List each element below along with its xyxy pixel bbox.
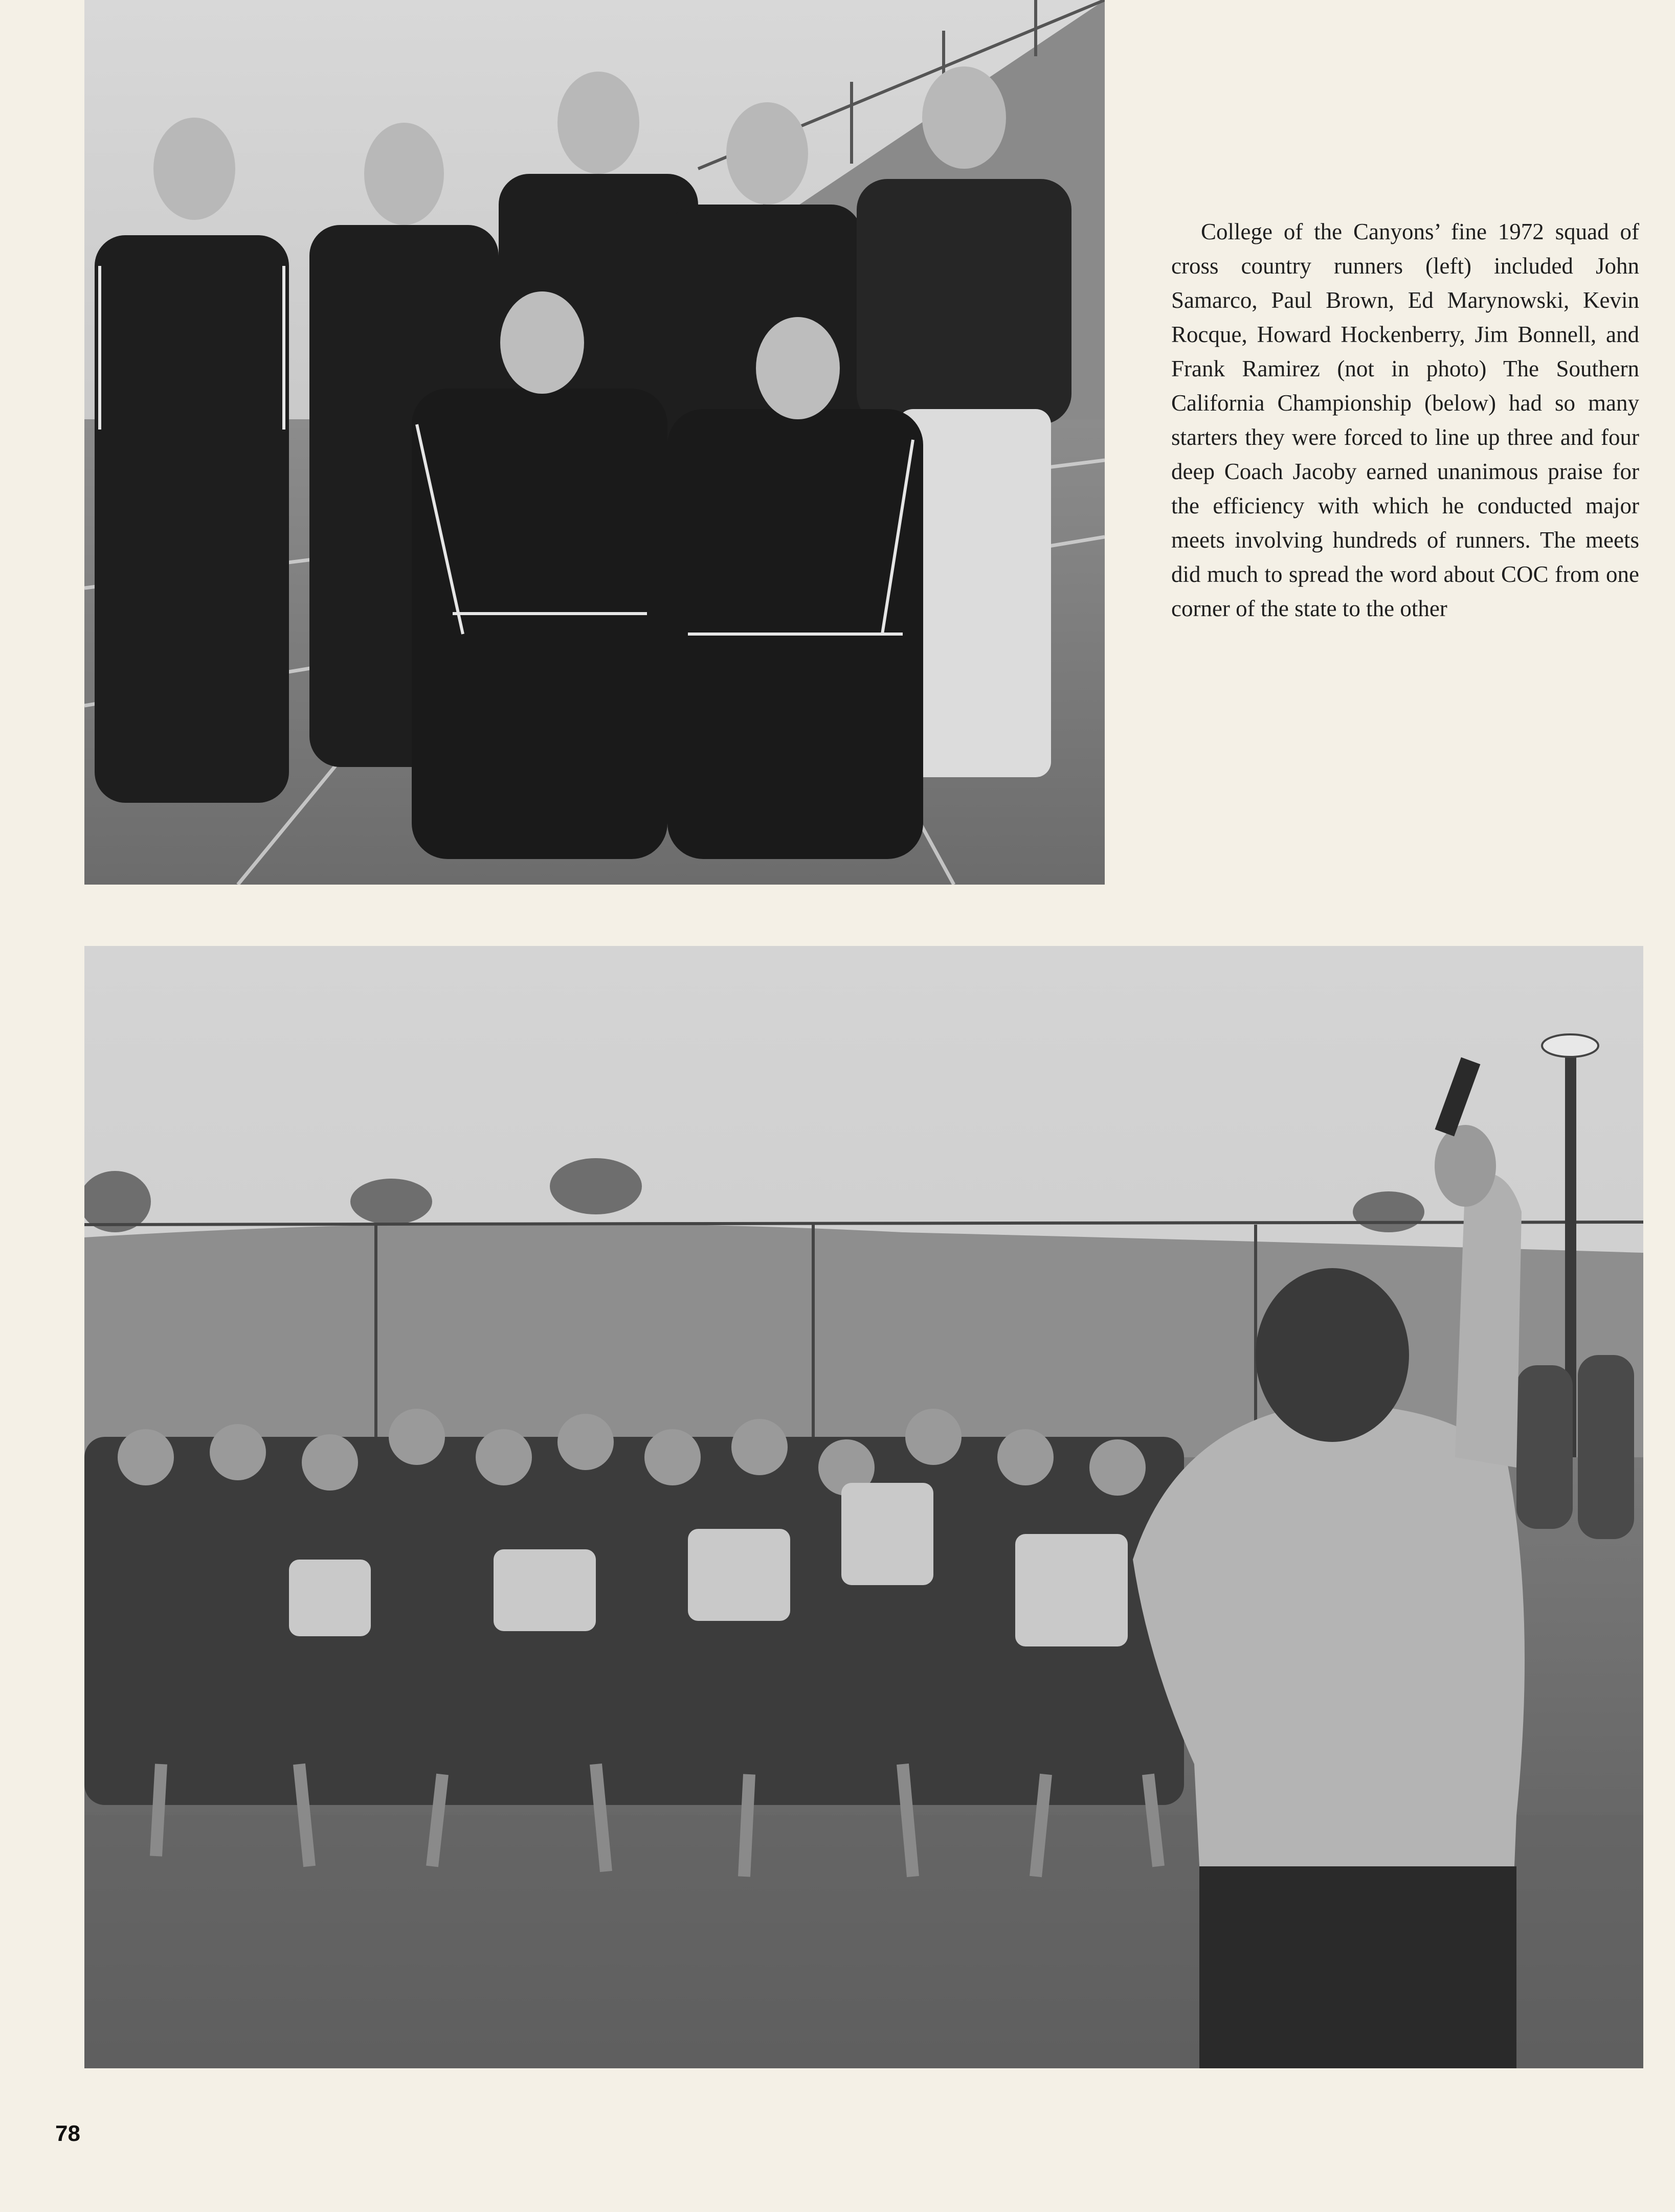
photo-caption: College of the Canyons’ fine 1972 squad of cross country runners (left) included John Samarco, Paul Brown, Ed Marynowski, Kevin Rocque, Howard Hockenberry, Jim Bonnell, and Frank Ramirez (not in photo) The Southern California Championship (below) had so many starters they were forced to line up three and four deep Coach Jacoby earned unanimous praise for the efficiency with which he conducted major meets involving hundreds of runners. The meets did much to spread the word about COC from one corner of the state to the other <box>1171 219 1639 621</box>
team-photo <box>84 0 1105 885</box>
page-number: 78 <box>55 2121 80 2146</box>
race-start-photo <box>84 946 1643 2068</box>
